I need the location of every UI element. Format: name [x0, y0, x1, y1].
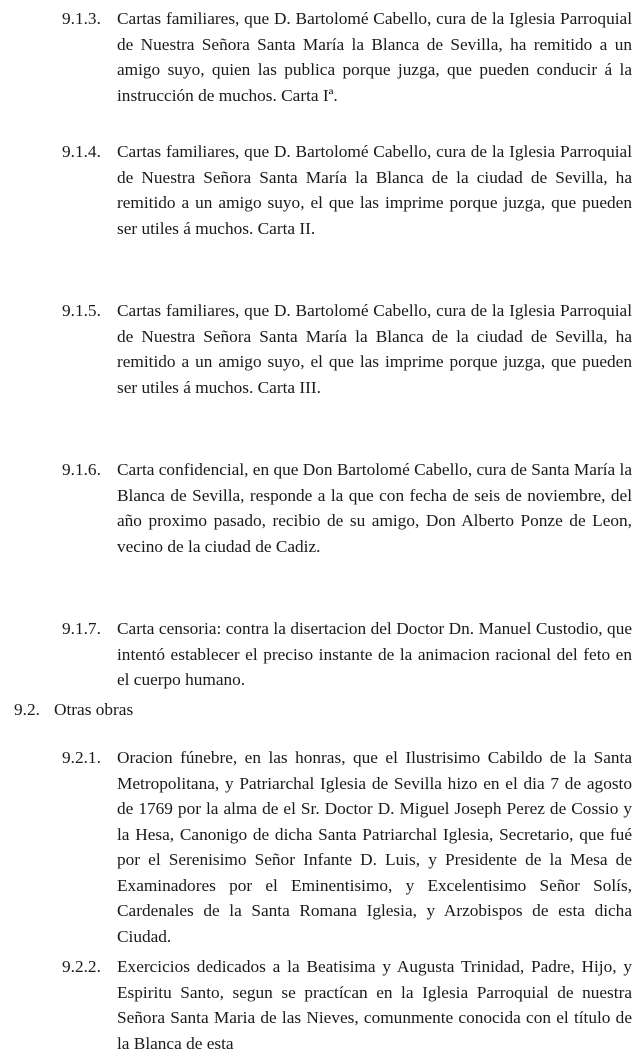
- entry-9-2-2: [62, 954, 632, 1056]
- entry-9-1-6: [62, 457, 632, 559]
- section-heading-9-2: [14, 697, 614, 723]
- entry-text: Oracion fúnebre, en las honras, que el Ilustrisimo Cabildo de la Santa Metropolitana, y Patriarchal Iglesia de Sevilla hizo en el dia 7 de agosto de 1769 por la alma de el Sr. Doctor D. Miguel Joseph Perez de Cossio y la Hesa, Canonigo de dicha Santa Patriarchal Iglesia, Secretario, que fué por el Serenisimo Señor Infante D. Luis, y Presidente de la Mesa de Examinadores por el Eminentisimo, y Excelentisimo Señor Solís, Cardenales de la Santa Romana Iglesia, y Arzobispos de esta dicha Ciudad.: [117, 748, 632, 946]
- entry-9-1-5: [62, 298, 632, 400]
- entry-text: Carta confidencial, en que Don Bartolomé Cabello, cura de Santa María la Blanca de Sevilla, responde a la que con fecha de seis de noviembre, del año proximo pasado, recibio de su amigo, Don Alberto Ponze de Leon, vecino de la ciudad de Cadiz.: [117, 460, 632, 556]
- entry-number: 9.1.5.: [62, 301, 101, 320]
- entry-text: Carta censoria: contra la disertacion del Doctor Dn. Manuel Custodio, que intentó establecer el preciso instante de la animacion racional del feto en el cuerpo humano.: [117, 619, 632, 689]
- entry-9-1-3: [62, 6, 632, 108]
- entry-9-2-1: [62, 745, 632, 949]
- section-title: Otras obras: [54, 700, 134, 719]
- entry-number: 9.1.7.: [62, 619, 101, 638]
- section-number: 9.2.: [14, 700, 40, 719]
- entry-number: 9.1.4.: [62, 142, 101, 161]
- entry-number: 9.2.2.: [62, 957, 101, 976]
- entry-9-1-4: [62, 139, 632, 241]
- entry-number: 9.2.1.: [62, 748, 101, 767]
- entry-number: 9.1.6.: [62, 460, 101, 479]
- entry-text: Cartas familiares, que D. Bartolomé Cabello, cura de la Iglesia Parroquial de Nuestra Señora Santa María la Blanca de Sevilla, ha remitido a un amigo suyo, quien las publica porque juzga, que pueden conducir á la instrucción de muchos. Carta Iª.: [117, 9, 632, 105]
- entry-text: Cartas familiares, que D. Bartolomé Cabello, cura de la Iglesia Parroquial de Nuestra Señora Santa María la Blanca de la ciudad de Sevilla, ha remitido a un amigo suyo, el que las imprime porque juzga, que pueden ser utiles á muchos. Carta III.: [117, 301, 632, 397]
- entry-text: Exercicios dedicados a la Beatisima y Augusta Trinidad, Padre, Hijo, y Espiritu Santo, segun se practícan en la Iglesia Parroquial de nuestra Señora Santa Maria de las Nieves, comunmente conocida con el título de la Blanca de esta: [117, 957, 632, 1053]
- entry-text: Cartas familiares, que D. Bartolomé Cabello, cura de la Iglesia Parroquial de Nuestra Señora Santa María la Blanca de la ciudad de Sevilla, ha remitido a un amigo suyo, el que las imprime porque juzga, que pueden ser utiles á muchos. Carta II.: [117, 142, 632, 238]
- entry-9-1-7: [62, 616, 632, 693]
- entry-number: 9.1.3.: [62, 9, 101, 28]
